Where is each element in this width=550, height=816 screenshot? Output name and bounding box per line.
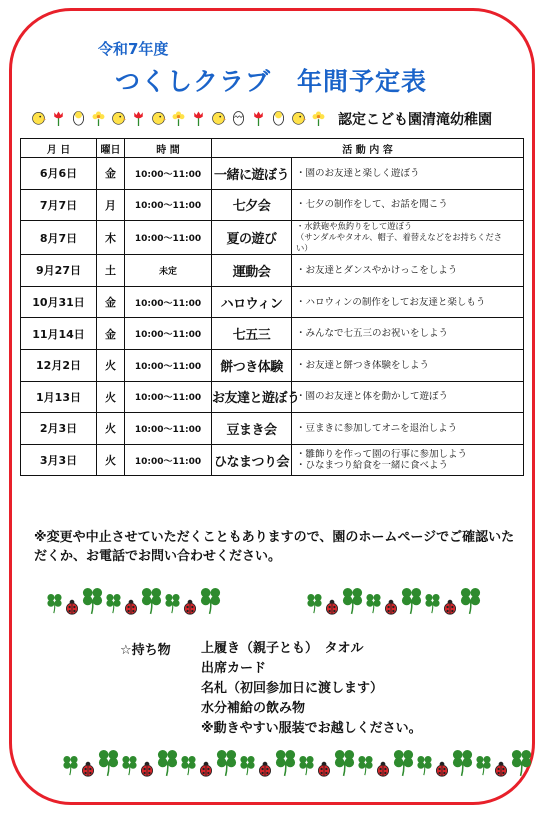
clover-icon	[81, 584, 104, 615]
detail-cell	[292, 413, 524, 445]
time-cell: 10:00～11:00	[125, 318, 212, 350]
event-cell: お友達と遊ぼう	[212, 381, 292, 413]
table-header-row	[21, 139, 524, 158]
detail-line: ・ハロウィンの制作をしてお友達と楽しもう	[296, 296, 486, 308]
clover-icon	[274, 746, 297, 777]
header-day: 曜日	[97, 139, 125, 158]
notice-text: ※変更や中止させていただくこともありますので、園のホームページでご確認いただくか、お電話でお問い合わせください。	[34, 530, 515, 564]
ladybug-icon	[375, 761, 391, 777]
clover-icon	[424, 590, 441, 615]
detail-cell	[292, 318, 524, 350]
clover-icon	[357, 752, 374, 777]
detail-line: ・園のお友達と体を動かして遊ぼう	[296, 391, 449, 403]
date-cell: 11月14日	[21, 318, 97, 350]
event-cell: 運動会	[212, 255, 292, 287]
egg-icon	[230, 109, 247, 126]
ladybug-icon	[316, 761, 332, 777]
school-name: 認定こども園清滝幼稚園	[338, 112, 492, 128]
detail-cell	[292, 189, 524, 221]
weekday-cell: 金	[97, 318, 125, 350]
clover-icon	[156, 746, 179, 777]
header-date: 月 日	[21, 139, 97, 158]
time-cell: 10:00～11:00	[125, 221, 212, 255]
flower-icon	[170, 109, 187, 126]
decoration-row	[30, 109, 327, 126]
weekday-cell: 火	[97, 444, 125, 476]
tulip-icon	[130, 109, 147, 126]
schedule-table	[20, 138, 524, 476]
time-cell: 10:00～11:00	[125, 413, 212, 445]
belongings-item: 上履き（親子とも） タオル	[201, 641, 364, 656]
detail-cell	[292, 221, 524, 255]
ladybug-icon	[139, 761, 155, 777]
clover-icon	[365, 590, 382, 615]
detail-line: ・豆まきに参加してオニを退治しよう	[296, 422, 458, 434]
clover-decoration-bottom	[62, 746, 533, 777]
detail-line: ・ひなまつり給食を一緒に食べよう	[296, 460, 449, 472]
chick-icon	[30, 109, 47, 126]
table-row	[21, 221, 524, 255]
belongings-item: ※動きやすい服装でお越しください。	[201, 721, 422, 736]
chick-icon	[150, 109, 167, 126]
weekday-cell: 金	[97, 158, 125, 190]
ladybug-icon	[123, 599, 139, 615]
event-cell: ひなまつり会	[212, 444, 292, 476]
date-cell: 8月7日	[21, 221, 97, 255]
clover-icon	[121, 752, 138, 777]
hatching-egg-icon	[70, 109, 87, 126]
clover-icon	[400, 584, 423, 615]
clover-icon	[62, 752, 79, 777]
event-cell: 餅つき体験	[212, 349, 292, 381]
clover-icon	[333, 746, 356, 777]
clover-icon	[341, 584, 364, 615]
event-cell: 七夕会	[212, 189, 292, 221]
belongings-item: 名札（初回参加日に渡します）	[201, 681, 384, 696]
clover-icon	[510, 746, 533, 777]
time-cell: 10:00～11:00	[125, 381, 212, 413]
belongings-item: 水分補給の飲み物	[201, 701, 306, 716]
event-cell: ハロウィン	[212, 286, 292, 318]
weekday-cell: 火	[97, 349, 125, 381]
ladybug-icon	[434, 761, 450, 777]
clover-icon	[298, 752, 315, 777]
ladybug-icon	[442, 599, 458, 615]
detail-line: ・お友達とダンスやかけっこをしよう	[296, 264, 458, 276]
ladybug-icon	[383, 599, 399, 615]
ladybug-icon	[64, 599, 80, 615]
detail-line: ・水鉄砲や魚釣りをして遊ぼう	[296, 221, 413, 232]
chick-icon	[290, 109, 307, 126]
table-row	[21, 189, 524, 221]
clover-icon	[164, 590, 181, 615]
table-row	[21, 349, 524, 381]
table-row	[21, 286, 524, 318]
weekday-cell: 木	[97, 221, 125, 255]
ladybug-icon	[80, 761, 96, 777]
detail-cell	[292, 286, 524, 318]
date-cell: 10月31日	[21, 286, 97, 318]
date-cell: 7月7日	[21, 189, 97, 221]
clover-icon	[392, 746, 415, 777]
page-title: つくしクラブ 年間予定表	[115, 67, 428, 96]
detail-cell	[292, 444, 524, 476]
clover-decoration-left	[46, 584, 222, 615]
table-row	[21, 255, 524, 287]
weekday-cell: 金	[97, 286, 125, 318]
table-row	[21, 158, 524, 190]
ladybug-icon	[324, 599, 340, 615]
ladybug-icon	[182, 599, 198, 615]
weekday-cell: 火	[97, 381, 125, 413]
clover-icon	[140, 584, 163, 615]
table-row	[21, 381, 524, 413]
flower-icon	[310, 109, 327, 126]
event-cell: 七五三	[212, 318, 292, 350]
weekday-cell: 火	[97, 413, 125, 445]
event-cell: 夏の遊び	[212, 221, 292, 255]
belongings-item: 出席カード	[201, 661, 267, 676]
detail-line: （サンダルやタオル、帽子、着替えなどをお持ちくださ	[296, 232, 503, 243]
event-cell: 一緒に遊ぼう	[212, 158, 292, 190]
flower-icon	[90, 109, 107, 126]
date-cell: 1月13日	[21, 381, 97, 413]
clover-icon	[46, 590, 63, 615]
belongings-label: ☆持ち物	[120, 643, 171, 658]
clover-icon	[97, 746, 120, 777]
time-cell: 10:00～11:00	[125, 189, 212, 221]
detail-line: ・園のお友達と楽しく遊ぼう	[296, 167, 420, 179]
ladybug-icon	[257, 761, 273, 777]
detail-line: ・雛飾りを作って園の行事に参加しよう	[296, 449, 468, 461]
header-activity: 活 動 内 容	[212, 139, 524, 158]
time-cell: 10:00～11:00	[125, 158, 212, 190]
ladybug-icon	[198, 761, 214, 777]
date-cell: 3月3日	[21, 444, 97, 476]
tulip-icon	[50, 109, 67, 126]
clover-decoration-right	[306, 584, 482, 615]
table-row	[21, 318, 524, 350]
ladybug-icon	[493, 761, 509, 777]
event-cell: 豆まき会	[212, 413, 292, 445]
date-cell: 9月27日	[21, 255, 97, 287]
belongings-list	[201, 639, 422, 739]
tulip-icon	[190, 109, 207, 126]
clover-icon	[416, 752, 433, 777]
clover-icon	[475, 752, 492, 777]
clover-icon	[306, 590, 323, 615]
detail-cell	[292, 158, 524, 190]
clover-icon	[451, 746, 474, 777]
weekday-cell: 月	[97, 189, 125, 221]
time-cell: 10:00～11:00	[125, 286, 212, 318]
date-cell: 2月3日	[21, 413, 97, 445]
clover-icon	[180, 752, 197, 777]
table-row	[21, 444, 524, 476]
chick-icon	[210, 109, 227, 126]
clover-icon	[459, 584, 482, 615]
time-cell: 10:00～11:00	[125, 349, 212, 381]
weekday-cell: 土	[97, 255, 125, 287]
header-time: 時 間	[125, 139, 212, 158]
clover-icon	[199, 584, 222, 615]
date-cell: 6月6日	[21, 158, 97, 190]
hatching-egg-icon	[270, 109, 287, 126]
clover-icon	[105, 590, 122, 615]
clover-icon	[215, 746, 238, 777]
table-row	[21, 413, 524, 445]
detail-line: ・七夕の制作をして、お話を聞こう	[296, 199, 448, 211]
detail-cell	[292, 381, 524, 413]
detail-cell	[292, 349, 524, 381]
fiscal-year-label: 令和7年度	[98, 40, 169, 58]
time-cell: 10:00～11:00	[125, 444, 212, 476]
detail-cell	[292, 255, 524, 287]
tulip-icon	[250, 109, 267, 126]
detail-line: ・みんなで七五三のお祝いをしよう	[296, 328, 449, 340]
clover-icon	[239, 752, 256, 777]
chick-icon	[110, 109, 127, 126]
detail-line: い）	[296, 243, 313, 254]
detail-line: ・お友達と餅つき体験をしよう	[296, 359, 430, 371]
time-cell: 未定	[125, 255, 212, 287]
date-cell: 12月2日	[21, 349, 97, 381]
